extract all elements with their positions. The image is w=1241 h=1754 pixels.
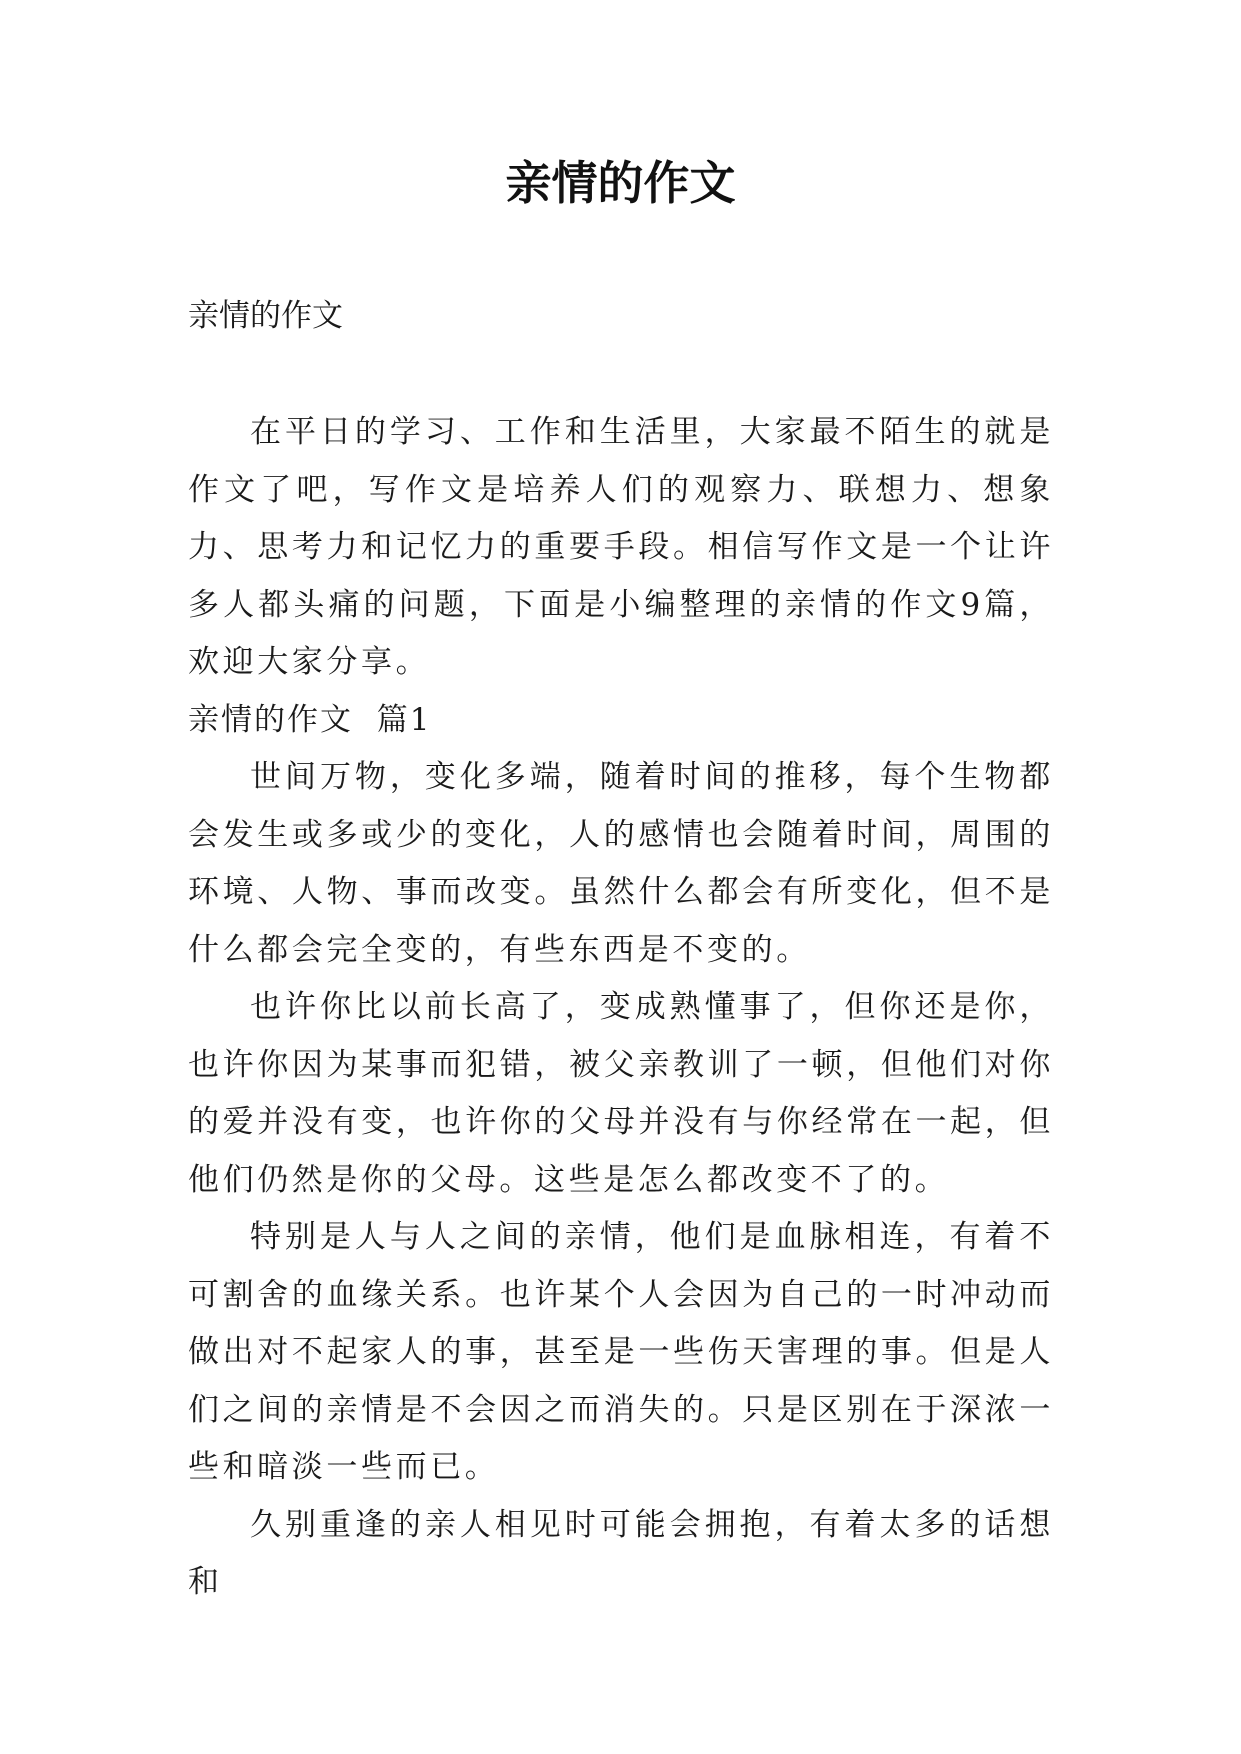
body-paragraph: 久别重逢的亲人相见时可能会拥抱，有着太多的话想和: [188, 1506, 1054, 1600]
document-subtitle: 亲情的作文: [188, 298, 343, 334]
body-paragraph: 也许你比以前长高了，变成熟懂事了，但你还是你，也许你因为某事而犯错，被父亲教训了一顿，但他们对你的爱并没有变，也许你的父母并没有与你经常在一起，但他们仍然是你的父母。这些是怎么都改变不了的。: [188, 989, 1054, 1198]
intro-paragraph: 在平日的学习、工作和生活里，大家最不陌生的就是作文了吧，写作文是培养人们的观察力、联想力、想象力、思考力和记忆力的重要手段。相信写作文是一个让许多人都头痛的问题，下面是小编整理的亲情的作文9篇，欢迎大家分享。: [188, 414, 1054, 680]
section-heading: 亲情的作文 篇1: [188, 701, 432, 738]
document-body: [188, 404, 1054, 1612]
document-title: 亲情的作文: [505, 156, 736, 210]
body-paragraph: 特别是人与人之间的亲情，他们是血脉相连，有着不可割舍的血缘关系。也许某个人会因为自己的一时冲动而做出对不起家人的事，甚至是一些伤天害理的事。但是人们之间的亲情是不会因之而消失的。只是区别在于深浓一些和暗淡一些而已。: [188, 1219, 1054, 1485]
body-paragraph: 世间万物，变化多端，随着时间的推移，每个生物都会发生或多或少的变化，人的感情也会随着时间，周围的环境、人物、事而改变。虽然什么都会有所变化，但不是什么都会完全变的，有些东西是不变的。: [188, 759, 1054, 968]
